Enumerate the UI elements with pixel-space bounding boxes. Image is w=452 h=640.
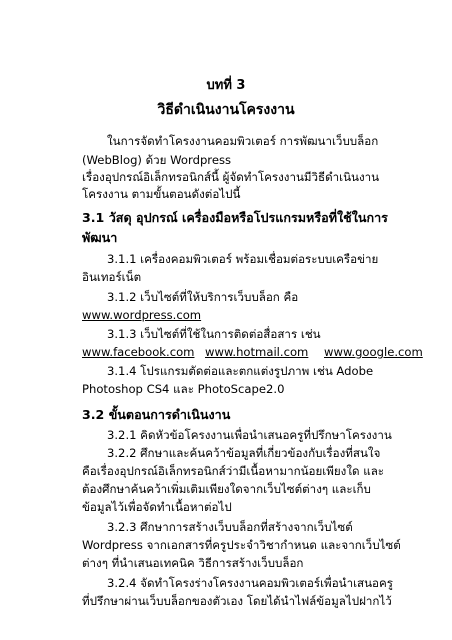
item-3-1-1: 3.1.1 เครื่องคอมพิวเตอร์ พร้อมเชื่อมต่อระบบเครือข่าย: [107, 252, 379, 266]
item-3-2-1: 3.2.1 คิดหัวข้อโครงงานเพื่อนำเสนอครูที่ปรึกษาโครงงาน: [107, 428, 392, 442]
section-1-heading: 3.1 วัสดุ อุปกรณ์ เครื่องมือหรือโปรแกรมหรือที่ใช้ในการ: [82, 210, 388, 225]
item-3-1-4: 3.1.4 โปรแกรมตัดต่อและตกแต่งรูปภาพ เช่น Adobe: [107, 364, 374, 378]
google-link[interactable]: www.google.com: [324, 345, 423, 359]
facebook-link[interactable]: www.facebook.com: [82, 345, 195, 359]
intro-line-2: (WebBlog) ด้วย Wordpress: [82, 153, 232, 167]
item-3-2-4-cont: ที่ปรึกษาผ่านเว็บบล็อกของตัวเอง โดยได้นำไฟล์ข้อมูลไปฝากไว้: [82, 594, 392, 608]
item-3-2-2: 3.2.2 ศึกษาและค้นคว้าข้อมูลที่เกี่ยวข้องกับเรื่องที่สนใจ: [107, 446, 381, 460]
item-3-1-1-cont: อินเทอร์เน็ต: [82, 270, 142, 284]
item-3-1-3: 3.1.3 เว็บไซต์ที่ใช้ในการติดต่อสื่อสาร เช่น: [107, 327, 321, 341]
intro-line-4: โครงงาน ตามขั้นตอนดังต่อไปนี้: [82, 187, 241, 201]
item-3-2-3: 3.2.3 ศึกษาการสร้างเว็บบล็อกที่สร้างจากเว็บไซต์: [107, 520, 353, 534]
chapter-heading: บทที่ 3: [206, 78, 246, 93]
intro-line-1: ในการจัดทำโครงงานคอมพิวเตอร์ การพัฒนาเว็บบล็อก: [107, 134, 379, 148]
item-3-1-4-cont: Photoshop CS4 และ PhotoScape2.0: [82, 382, 285, 396]
wordpress-link[interactable]: www.wordpress.com: [82, 308, 202, 322]
item-3-2-4: 3.2.4 จัดทำโครงร่างโครงงานคอมพิวเตอร์เพื่อนำเสนอครู: [107, 576, 394, 590]
item-3-2-2-cont-1: คือเรื่องอุปกรณ์อิเล็กทรอนิกส์ว่ามีเนื้อหามากน้อยเพียงใด และ: [82, 464, 385, 478]
item-3-1-2: 3.1.2 เว็บไซต์ที่ให้บริการเว็บบล็อก คือ: [107, 290, 299, 304]
item-3-2-2-cont-3: ข้อมูลไว้เพื่อจัดทำเนื้อหาต่อไป: [82, 500, 232, 514]
intro-line-3: เรื่องอุปกรณ์อิเล็กทรอนิกส์นี้ ผู้จัดทำโครงงานมีวิธีดำเนินงาน: [82, 170, 380, 184]
page-title: วิธีดำเนินงานโครงงาน: [157, 102, 295, 118]
item-3-2-3-cont-1: Wordpress จากเอกสารที่ครูประจำวิชากำหนด และจากเว็บไซต์: [82, 538, 401, 552]
hotmail-link[interactable]: www.hotmail.com: [205, 345, 309, 359]
item-3-2-2-cont-2: ต้องศึกษาค้นคว้าเพิ่มเติมเพียงใดจากเว็บไซต์ต่างๆ และเก็บ: [82, 482, 371, 496]
section-1-heading-cont: พัฒนา: [82, 230, 118, 245]
item-3-2-3-cont-2: ต่างๆ ที่นำเสนอเทคนิค วิธีการสร้างเว็บบล็อก: [82, 556, 304, 570]
section-2-heading: 3.2 ขั้นตอนการดำเนินงาน: [82, 407, 231, 422]
